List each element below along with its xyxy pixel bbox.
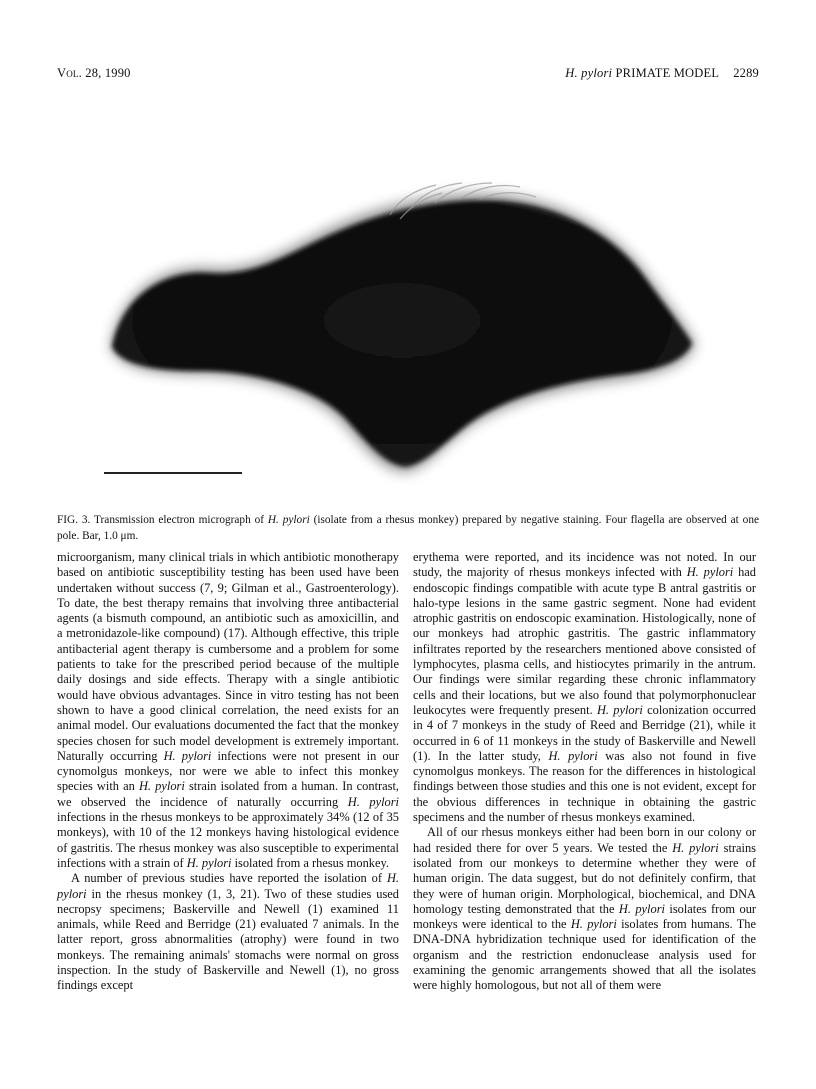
micrograph-image (100, 175, 710, 485)
paragraph-text: microorganism, many clinical trials in which antibiotic monotherapy based on antibiotic susceptibility testing has been used have been undertaken without success (7, 9; Gilman et al., Gastroenterology). To date, the best therapy remains that involving three antibacterial agents (a bismuth compound, an antibiotic such as amoxicillin, and a metronidazole-like compound) (17). Although effective, this triple antibacterial agent therapy is cumbersome and a problem for some patients to take for the prescribed period because of the multiple daily dosings and side effects. Therapy with a single antibiotic would have obvious advantages. Since in vitro testing has not been shown to have a good clinical correlation, the need exists for an animal model. Our evaluations documented the fact that the monkey species chosen for such model development is extremely important. Naturally occurring (57, 550, 399, 763)
running-title (565, 66, 719, 80)
species-name: H. pylori (672, 840, 719, 855)
species-name: H. pylori (57, 871, 399, 901)
paragraph-text: infections in the rhesus monkeys to be approximately 34% (12 of 35 monkeys), with 10 of the 12 monkeys having histological evidence of gastritis. The rhesus monkey was also susceptible to experimental infections with a strain of (57, 810, 399, 870)
paragraph-text: All of our rhesus monkeys either had been born in our colony or had resided there for over 5 years. We tested the (413, 825, 756, 855)
paragraph-text: infections were not present in our cynomolgus monkeys, nor were we able to infect this monkey species with an (57, 748, 399, 794)
paragraph-text: erythema were reported, and its incidence was not noted. In our study, the majority of rhesus monkeys infected with (413, 550, 756, 580)
caption-species: H. pylori (267, 514, 310, 526)
paragraph-text: isolated from a rhesus monkey. (231, 855, 389, 870)
left-column (57, 550, 399, 994)
species-name: H. pylori (163, 748, 212, 763)
paragraph-text: had endoscopic findings compatible with acute type B antral gastritis or halo-type lesions in the same gastric segment. None had evident atrophic gastritis on endoscopic examination. Histologically, none of our monkeys had atrophic gastritis. The gastric inflammatory infiltrates reported by the researchers mentioned above consisted of lymphocytes, plasma cells, and histiocytes primarily in the antrum. Our findings were similar regarding these chronic inflammatory cells and their locations, but we also found that polymorphonuclear leukocytes were frequently present. (413, 565, 756, 717)
species-name: H. pylori (548, 748, 598, 763)
species-name: H. pylori (686, 565, 734, 580)
caption-text-post: (isolate from a rhesus monkey) prepared by negative staining. Four flagella are observed at one pole. Bar, 1.0 μm. (57, 514, 759, 542)
species-name: H. pylori (138, 779, 185, 794)
journal-volume: Vol. 28, 1990 (57, 66, 131, 80)
right-column (413, 550, 756, 994)
species-name: H. pylori (347, 794, 399, 809)
figure-label: FIG. 3. (57, 514, 91, 526)
running-title-text: PRIMATE MODEL (615, 66, 720, 80)
paragraph-text: isolates from humans. The DNA-DNA hybridization technique used for identification of the organism and the restriction endonuclease analysis used for examining the genomic arrangements showed that all the isolates were highly homologous, but not all of them were (413, 917, 756, 993)
running-title-block (565, 66, 759, 81)
figure-caption (57, 512, 759, 544)
body-paragraph (57, 550, 399, 871)
scale-bar (104, 472, 242, 474)
species-name: H. pylori (186, 855, 232, 870)
bacterium-cell-body (112, 200, 692, 467)
electron-micrograph (100, 175, 710, 485)
species-name: H. pylori (618, 901, 665, 916)
species-name: H. pylori (570, 917, 617, 932)
paragraph-text: strains isolated from our monkeys to determine whether they were of human origin. The data suggest, but do not definitely confirm, that they were of human origin. Morphological, biochemical, and DNA homology testing demonstrated that the (413, 840, 756, 916)
paragraph-text: was also not found in five cynomolgus monkeys. The reason for the differences in histological findings between those studies and this one is not evident, except for the obvious differences in technique in obtaining the gastric specimens and the number of rhesus monkeys examined. (413, 748, 756, 825)
paragraph-text: strain isolated from a human. In contrast, we observed the incidence of naturally occurring (57, 779, 400, 809)
body-paragraph (57, 871, 399, 993)
paragraph-text: A number of previous studies have reported the isolation of (71, 871, 387, 886)
page-number: 2289 (733, 66, 759, 80)
paragraph-text: colonization occurred in 4 of 7 monkeys in the study of Reed and Berridge (21), while it occurred in 6 of 11 monkeys in the study of Baskerville and Newell (1). In the latter study, (413, 702, 757, 763)
paragraph-text: isolates from our monkeys were identical to the (413, 901, 757, 932)
caption-text-pre: Transmission electron micrograph of (94, 514, 268, 526)
body-paragraph (413, 550, 756, 825)
body-paragraph (413, 825, 756, 993)
paragraph-text: in the rhesus monkey (1, 3, 21). Two of these studies used necropsy specimens; Baskerville and Newell (1) examined 11 animals, while Reed and Berridge (21) evaluated 7 animals. In the latter report, gross abnormalities (atrophy) were found in two monkeys. The remaining animals' stomachs were normal on gross inspection. In the study of Baskerville and Newell (1), no gross findings except (57, 886, 399, 993)
running-title-species: H. pylori (565, 66, 613, 80)
species-name: H. pylori (596, 702, 643, 717)
